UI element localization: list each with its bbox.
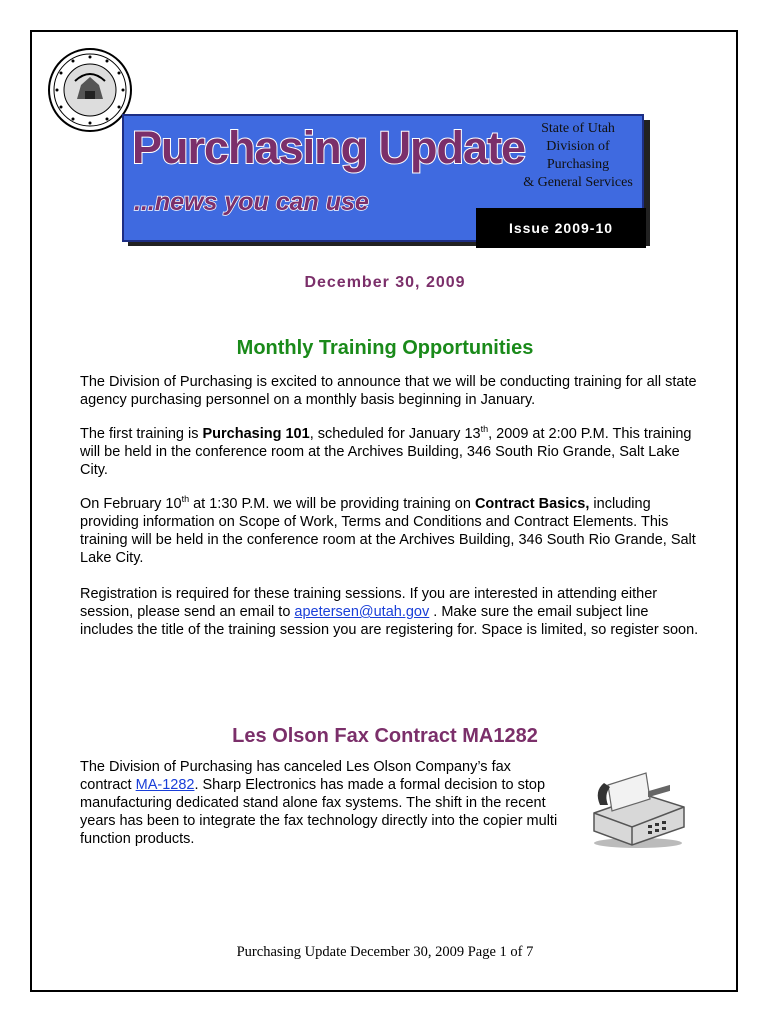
- training-paragraph-1: The Division of Purchasing is excited to announce that we will be conducting training for all state agency purchasing personnel on a monthly basis beginning in January.: [80, 374, 697, 408]
- newsletter-title: Purchasing Update: [132, 122, 526, 173]
- p2-text-a: The first training is: [80, 426, 203, 442]
- contract-link[interactable]: MA-1282: [135, 777, 195, 793]
- state-seal-logo: [47, 47, 133, 133]
- fax-paragraph: [80, 758, 560, 848]
- issue-date: December 30, 2009: [304, 274, 466, 291]
- p3-text-d: including providing information on Scope of Work, Terms and Conditions and Contract Elements. This training will be held in the conference room at the Archives Building, 346 South Rio Grande, Salt Lake City.: [80, 496, 696, 566]
- org-line-1: State of Utah: [541, 121, 615, 136]
- p3-course-name: Contract Basics,: [474, 496, 590, 512]
- page-footer: Purchasing Update December 30, 2009 Page 1 of 7: [236, 944, 534, 960]
- p2-course-name: Purchasing 101: [202, 426, 310, 442]
- p3-ordinal: th: [181, 494, 190, 505]
- fax-section-title: Les Olson Fax Contract MA1282: [232, 725, 538, 747]
- org-line-2: Division of Purchasing: [546, 139, 610, 172]
- newsletter-tagline: ...news you can use: [134, 188, 369, 216]
- fax-text-a: The Division of Purchasing has canceled Les Olson Company’s fax contract: [80, 759, 511, 793]
- p3-text-b: at 1:30 P.M. we will be providing training on: [189, 496, 475, 512]
- training-paragraph-3: [80, 495, 705, 567]
- email-link[interactable]: apetersen@utah.gov: [294, 604, 430, 620]
- p2-text-d: , 2009 at 2:00 P.M. This training will be held in the conference room at the Archives Building, 346 South Rio Grande, Salt Lake City.: [80, 426, 692, 478]
- training-paragraph-4: [80, 585, 705, 639]
- organization-info: [516, 120, 640, 192]
- p4-text-b: . Make sure the email subject line includes the title of the training session you are registering for. Space is limited, so register soon.: [80, 604, 699, 638]
- p3-text-a: On February 10: [80, 496, 182, 512]
- p2-ordinal: th: [480, 424, 489, 435]
- training-section-title: Monthly Training Opportunities: [236, 337, 534, 359]
- fax-text-b: . Sharp Electronics has made a formal decision to stop manufacturing dedicated stand alone fax systems. The shift in the recent years has been to integrate the fax technology directly into the copier multi function products.: [80, 777, 558, 847]
- fax-machine-icon: [586, 765, 691, 850]
- p2-text-c: , scheduled for January 13: [309, 426, 481, 442]
- issue-label: Issue 2009-10: [476, 208, 646, 248]
- org-line-3: & General Services: [523, 175, 633, 190]
- p4-text-a: Registration is required for these training sessions. If you are interested in attending either session, please send an email to: [80, 586, 658, 620]
- training-paragraph-2: [80, 425, 705, 479]
